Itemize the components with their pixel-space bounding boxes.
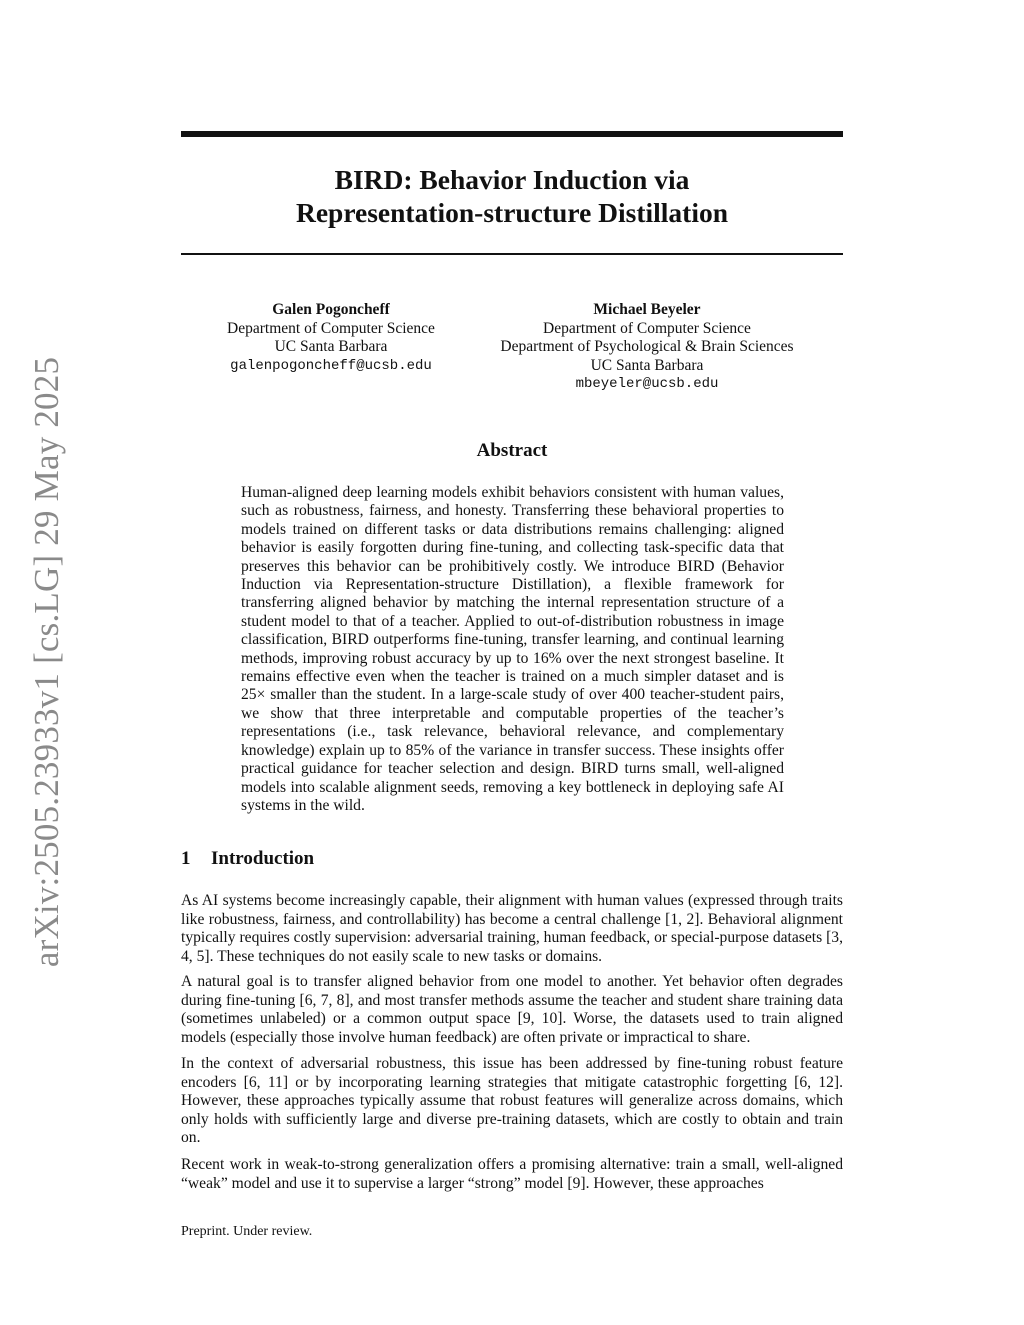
intro-paragraph-3: In the context of adversarial robustness, this issue has been addressed by fine-tuning robust feature encoders [6, 11] or by incorporating learning strategies that mitigate catastrophic forgetting [6, 12]. However, these approaches typically assume that robust features will generalize across domains, which only holds with sufficiently large and diverse pre-training datasets, which are costly to obtain and train on. xyxy=(181,1055,843,1147)
title-line-1: BIRD: Behavior Induction via xyxy=(334,164,690,195)
title-rule-bottom xyxy=(181,253,843,255)
author-block-1 xyxy=(211,301,451,375)
title-line-2: Representation-structure Distillation xyxy=(295,197,729,228)
paper-title xyxy=(181,163,843,229)
intro-paragraph-4: Recent work in weak-to-strong generalization offers a promising alternative: train a small, well-aligned “weak” model and use it to supervise a larger “strong” model [9]. However, these approaches xyxy=(181,1156,843,1192)
author-affiliation: Department of Computer Science xyxy=(227,319,435,337)
title-rule-top xyxy=(181,131,843,137)
author-affiliation: UC Santa Barbara xyxy=(590,356,704,374)
abstract-heading: Abstract xyxy=(476,440,548,461)
author-block-2 xyxy=(477,301,817,394)
abstract-text: Human-aligned deep learning models exhibit behaviors consistent with human values, such as robustness, fairness, and honesty. Transferring these behavioral properties to models trained on different tasks or data distributions remains challenging: aligned behavior is easily forgotten during fine-tuning, and collecting task-specific data that preserves this behavior can be prohibitively costly. We introduce BIRD (Behavior Induction via Representation-structure Distillation), a flexible framework for transferring aligned behavior by matching the internal representation structure of a student model to that of a teacher. Applied to out-of-distribution robustness in image classification, BIRD outperforms fine-tuning, transfer learning, and continual learning methods, improving robust accuracy by up to 16% over the next strongest baseline. It remains effective even when the teacher is trained on a much simpler dataset and is 25× smaller than the student. In a large-scale study of over 400 teacher-student pairs, we show that three interpretable and computable properties of the teacher’s representations (i.e., task relevance, behavioral relevance, and complementary knowledge) explain up to 85% of the variance in transfer success. These insights offer practical guidance for teacher selection and design. BIRD turns small, well-aligned models into scalable alignment seeds, removing a key bottleneck in deploying safe AI systems in the wild. xyxy=(241,484,784,814)
intro-paragraph-1: As AI systems become increasingly capable, their alignment with human values (expressed through traits like robustness, fairness, and controllability) has become a central challenge [1, 2]. Behavioral alignment typically requires costly supervision: adversarial training, human feedback, or special-purpose datasets [3, 4, 5]. These techniques do not easily scale to new tasks or domains. xyxy=(181,892,843,965)
section-heading xyxy=(181,848,314,870)
author-name: Michael Beyeler xyxy=(593,301,701,318)
section-title: Introduction xyxy=(211,848,315,869)
arxiv-identifier: arXiv:2505.23933v1 [cs.LG] 29 May 2025 xyxy=(27,356,66,968)
author-affiliation: UC Santa Barbara xyxy=(274,338,388,355)
section-number: 1 xyxy=(181,848,191,869)
author-affiliation: Department of Computer Science xyxy=(543,319,751,337)
author-name: Galen Pogoncheff xyxy=(272,301,390,318)
author-email[interactable]: mbeyeler@ucsb.edu xyxy=(575,376,719,392)
intro-paragraph-2: A natural goal is to transfer aligned behavior from one model to another. Yet behavior often degrades during fine-tuning [6, 7, 8], and most transfer methods assume the teacher and student share training data (sometimes unlabeled) or a common output space [9, 10]. Worse, the datasets used to train aligned models (especially those involve human feedback) are often private or impractical to share. xyxy=(181,973,843,1046)
author-affiliation: Department of Psychological & Brain Sciences xyxy=(500,338,794,355)
footer-note: Preprint. Under review. xyxy=(181,1224,313,1239)
author-email[interactable]: galenpogoncheff@ucsb.edu xyxy=(230,357,432,374)
